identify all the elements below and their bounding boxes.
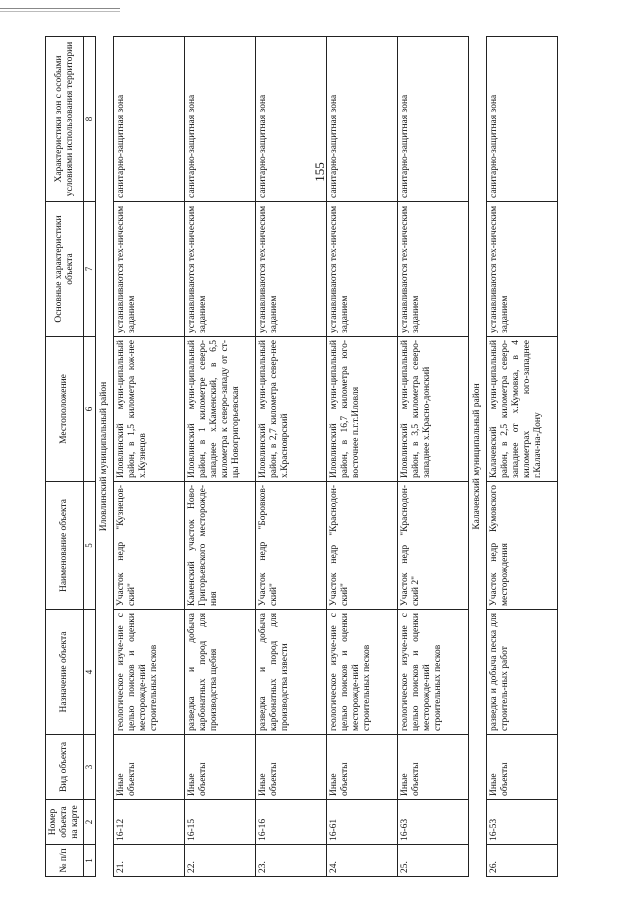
cell-name: Участок недр "Краснодон-ский" <box>327 482 398 610</box>
cell-number: 26. <box>487 845 558 877</box>
table-row <box>256 37 327 877</box>
col-index: 3 <box>84 735 96 800</box>
cell-specs: устанавливаются тех-ническим заданием <box>185 202 256 337</box>
cell-zone: санитарно-защитная зона <box>256 37 327 202</box>
cell-location: Калачевский муни-ципальный район, в 2,5 километра северо-западнее от х.Кумовка, в 4 километрах юго-западнее г.Калач-на-Дону <box>487 337 558 482</box>
table-row <box>487 37 558 877</box>
objects-table <box>45 36 558 877</box>
table-row <box>114 37 185 877</box>
cell-map-number: 16-15 <box>185 800 256 845</box>
cell-location: Иловлинский муни-ципальный район, в 2,7 километра север-нее х.Красноярский <box>256 337 327 482</box>
cell-specs: устанавливаются тех-ническим заданием <box>114 202 185 337</box>
cell-type: Иные объекты <box>185 735 256 800</box>
col-header-zones: Характеристики зон с особыми условиями использования территории <box>46 37 84 202</box>
cell-type: Иные объекты <box>398 735 469 800</box>
cell-number: 25. <box>398 845 469 877</box>
cell-type: Иные объекты <box>114 735 185 800</box>
col-header-name: Наименование объекта <box>46 482 84 610</box>
section-row-ilovlinsky <box>96 37 114 877</box>
cell-purpose: геологическое изуче-ние с целью поисков и оценки месторожде-ний строительных песков <box>327 610 398 735</box>
cell-location: Иловлинский муни-ципальный район, в 1 километре северо-западнее х.Каменский, в 6,5 километра к северо-западу от ст-цы Новогригорьевская <box>185 337 256 482</box>
cell-zone: санитарно-защитная зона <box>398 37 469 202</box>
cell-number: 24. <box>327 845 398 877</box>
table-row <box>398 37 469 877</box>
col-index: 4 <box>84 610 96 735</box>
header-row <box>46 37 84 877</box>
top-rule-secondary <box>0 11 120 12</box>
cell-purpose: геологическое изуче-ние с целью поисков и оценки месторожде-ний строительных песков <box>398 610 469 735</box>
col-index: 1 <box>84 845 96 877</box>
col-header-type: Вид объекта <box>46 735 84 800</box>
cell-name: Участок недр "Кузнецов-ский" <box>114 482 185 610</box>
col-index: 7 <box>84 202 96 337</box>
col-header-location: Местоположение <box>46 337 84 482</box>
cell-specs: устанавливаются тех-ническим заданием <box>487 202 558 337</box>
cell-purpose: геологическое изуче-ние с целью поисков и оценки месторожде-ний строительных песков <box>114 610 185 735</box>
cell-purpose: разведка и добыча карбонатных пород для производства извести <box>256 610 327 735</box>
table-row <box>185 37 256 877</box>
cell-purpose: разведка и добыча песка для строитель-ных работ <box>487 610 558 735</box>
col-index: 8 <box>84 37 96 202</box>
cell-specs: устанавливаются тех-ническим заданием <box>256 202 327 337</box>
cell-zone: санитарно-защитная зона <box>114 37 185 202</box>
rotated-table-sheet <box>45 37 635 877</box>
cell-type: Иные объекты <box>487 735 558 800</box>
col-header-specs: Основные характеристики объекта <box>46 202 84 337</box>
cell-type: Иные объекты <box>256 735 327 800</box>
cell-purpose: разведка и добыча карбонатных пород для производства щебня <box>185 610 256 735</box>
table-row <box>327 37 398 877</box>
col-index: 2 <box>84 800 96 845</box>
cell-zone: санитарно-защитная зона <box>327 37 398 202</box>
page-number: 155 <box>312 162 327 182</box>
top-rule <box>0 8 120 9</box>
section-title: Калачевский муниципальный район <box>469 37 487 877</box>
cell-map-number: 16-63 <box>398 800 469 845</box>
col-header-map-number: Номер объекта на карте <box>46 800 84 845</box>
cell-map-number: 16-12 <box>114 800 185 845</box>
col-header-purpose: Назначение объекта <box>46 610 84 735</box>
cell-specs: устанавливаются тех-ническим заданием <box>327 202 398 337</box>
cell-location: Иловлинский муни-ципальный район, в 3,5 километра северо-западнее х.Красно-донский <box>398 337 469 482</box>
section-row-kalachevsky <box>469 37 487 877</box>
col-index: 6 <box>84 337 96 482</box>
col-index: 5 <box>84 482 96 610</box>
cell-name: Участок недр "Боровков-ский" <box>256 482 327 610</box>
cell-name: Участок недр "Краснодон-ский 2" <box>398 482 469 610</box>
cell-location: Иловлинский муни-ципальный район, в 1,5 километра юж-нее х.Кузнецов <box>114 337 185 482</box>
cell-specs: устанавливаются тех-ническим заданием <box>398 202 469 337</box>
cell-zone: санитарно-защитная зона <box>185 37 256 202</box>
cell-number: 22. <box>185 845 256 877</box>
cell-location: Иловлинский муни-ципальный район, в 16,7 километра юго-восточнее п.г.т.Иловля <box>327 337 398 482</box>
section-title: Иловлинский муниципальный район <box>96 37 114 877</box>
cell-name: Каменский участок Ново-Григорьевского месторожде-ния <box>185 482 256 610</box>
column-number-row <box>84 37 96 877</box>
col-header-number: № п/п <box>46 845 84 877</box>
cell-type: Иные объекты <box>327 735 398 800</box>
cell-map-number: 16-61 <box>327 800 398 845</box>
cell-number: 21. <box>114 845 185 877</box>
cell-map-number: 16-53 <box>487 800 558 845</box>
cell-number: 23. <box>256 845 327 877</box>
cell-zone: санитарно-защитная зона <box>487 37 558 202</box>
cell-map-number: 16-16 <box>256 800 327 845</box>
cell-name: Участок недр Кумовского месторождения <box>487 482 558 610</box>
